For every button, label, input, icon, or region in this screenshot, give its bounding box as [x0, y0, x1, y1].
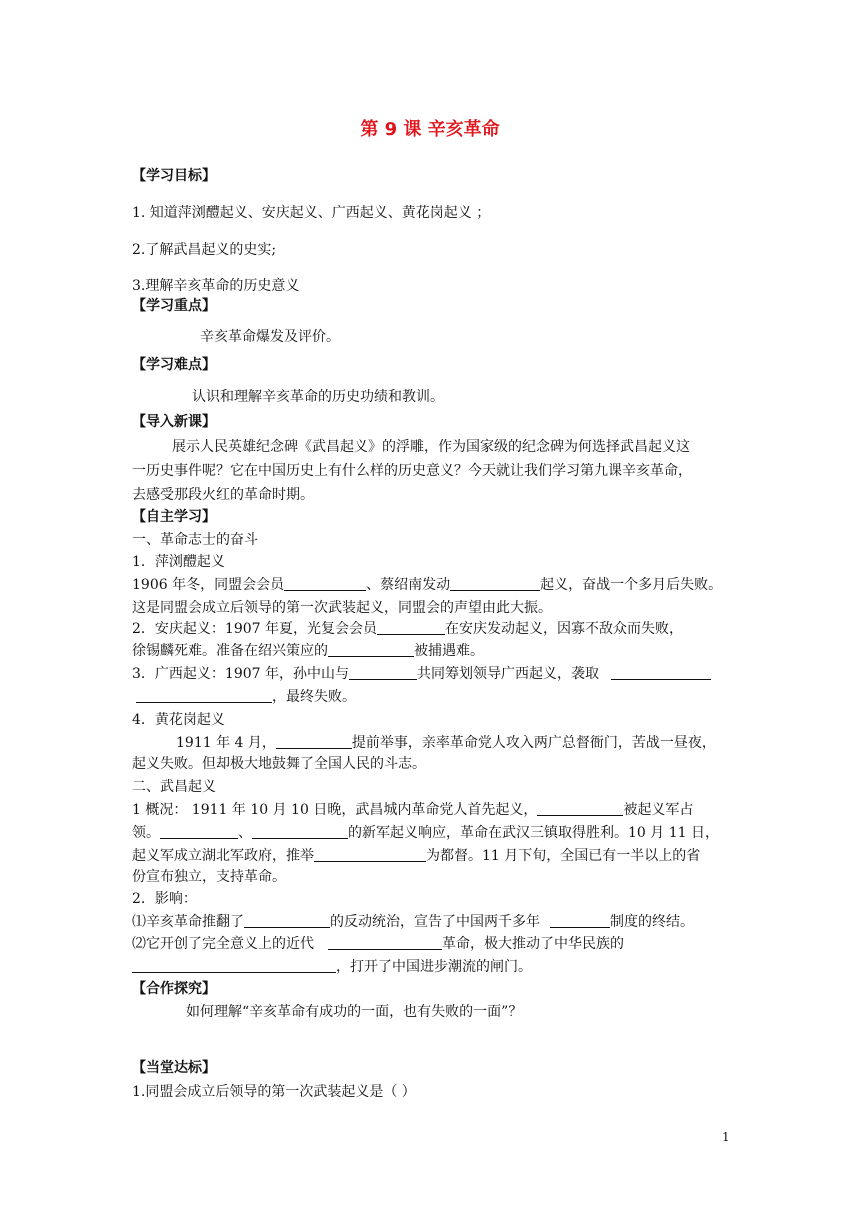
wuchang-line-1: 1 概况： 1911 年 10 月 10 日晚，武昌城内革命党人首先起义， 被起义军占 — [132, 802, 694, 818]
fill-blank[interactable] — [611, 665, 711, 680]
fill-blank[interactable] — [450, 576, 540, 591]
objective-1: 1. 知道萍浏醴起义、安庆起义、广西起义、黄花岗起义 ； — [132, 205, 491, 221]
fill-blank[interactable] — [349, 665, 417, 680]
guangxi-line-2: ，最终失败。 — [136, 687, 356, 707]
wuchang-line-3: 起义军成立湖北军政府，推举 为都督。11 月下旬，全国已有一半以上的省 — [132, 848, 701, 864]
fill-blank[interactable] — [276, 734, 352, 749]
difficulties-heading: 【学习难点】 — [132, 357, 216, 373]
fill-blank[interactable] — [252, 824, 348, 839]
huanghuagang-line-1: 1911 年 4 月， 提前举事，亲率革命党人攻入两广总督衙门，苦战一昼夜， — [176, 735, 716, 751]
fill-blank[interactable] — [328, 642, 414, 657]
intro-line-1: 展示人民英雄纪念碑《武昌起义》的浮雕，作为国家级的纪念碑为何选择武昌起义这 — [172, 439, 690, 455]
fill-blank[interactable] — [244, 913, 330, 928]
pingliuli-line-1: 1906 年冬，同盟会会员 、蔡绍南发动 起义，奋战一个多月后失败。 — [132, 577, 723, 593]
pingliuli-line-2: 这是同盟会成立后领导的第一次武装起义，同盟会的声望由此大振。 — [132, 600, 552, 616]
intro-line-2: 一历史事件呢？它在中国历史上有什么样的历史意义？今天就让我们学习第九课辛亥革命， — [132, 463, 692, 479]
impact-line-3: ，打开了中国进步潮流的闸门。 — [132, 957, 532, 977]
section-1-title: 一、革命志士的奋斗 — [132, 532, 258, 548]
page-number: 1 — [722, 1130, 730, 1144]
practice-question-1: 1.同盟会成立后领导的第一次武装起义是（ ） — [132, 1084, 416, 1100]
fill-blank[interactable] — [284, 576, 366, 591]
fill-blank[interactable] — [550, 913, 610, 928]
cooperation-question: 如何理解“辛亥革命有成功的一面，也有失败的一面”？ — [186, 1004, 523, 1020]
wuchang-line-4: 份宣布独立，支持革命。 — [132, 869, 286, 885]
section-2-title: 二、武昌起义 — [132, 779, 216, 795]
fill-blank[interactable] — [314, 847, 426, 862]
objective-3: 3.理解辛亥革命的历史意义 — [132, 278, 300, 294]
fill-blank[interactable] — [537, 801, 623, 816]
cooperation-heading: 【合作探究】 — [132, 981, 216, 997]
practice-heading: 【当堂达标】 — [132, 1060, 216, 1076]
intro-heading: 【导入新课】 — [132, 414, 216, 430]
anqing-line-2: 徐锡麟死难。准备在绍兴策应的 被捕遇难。 — [132, 643, 484, 659]
fill-blank[interactable] — [160, 824, 238, 839]
self-study-heading: 【自主学习】 — [132, 509, 216, 525]
impact-title: 2．影响： — [132, 891, 197, 907]
impact-line-2: ⑵它开创了完全意义上的近代 革命，极大推动了中华民族的 — [132, 936, 624, 952]
key-points-text: 辛亥革命爆发及评价。 — [200, 329, 340, 345]
huanghuagang-title: 4．黄花岗起义 — [132, 712, 225, 728]
fill-blank[interactable] — [136, 688, 272, 703]
objectives-heading: 【学习目标】 — [132, 168, 216, 184]
fill-blank[interactable] — [132, 958, 336, 973]
fill-blank[interactable] — [377, 620, 445, 635]
wuchang-line-2: 领。 、 的新军起义响应，革命在武汉三镇取得胜利。10 月 11 日， — [132, 825, 719, 841]
page-title: 第 9 课 辛亥革命 — [360, 119, 500, 140]
intro-line-3: 去感受那段火红的革命时期。 — [132, 487, 314, 503]
impact-line-1: ⑴辛亥革命推翻了 的反动统治，宣告了中国两千多年 制度的终结。 — [132, 914, 694, 930]
pingliuli-title: 1．萍浏醴起义 — [132, 554, 225, 570]
huanghuagang-line-2: 起义失败。但却极大地鼓舞了全国人民的斗志。 — [132, 756, 426, 772]
difficulties-text: 认识和理解辛亥革命的历史功绩和教训。 — [192, 389, 444, 405]
objective-2: 2.了解武昌起义的史实; — [132, 242, 277, 258]
anqing-line-1: 2．安庆起义：1907 年夏，光复会会员 在安庆发动起义，因寡不敌众而失败， — [132, 621, 683, 637]
fill-blank[interactable] — [328, 935, 442, 950]
guangxi-line-1: 3．广西起义：1907 年，孙中山与 共同筹划领导广西起义，袭取 — [132, 664, 711, 684]
key-points-heading: 【学习重点】 — [132, 298, 216, 314]
